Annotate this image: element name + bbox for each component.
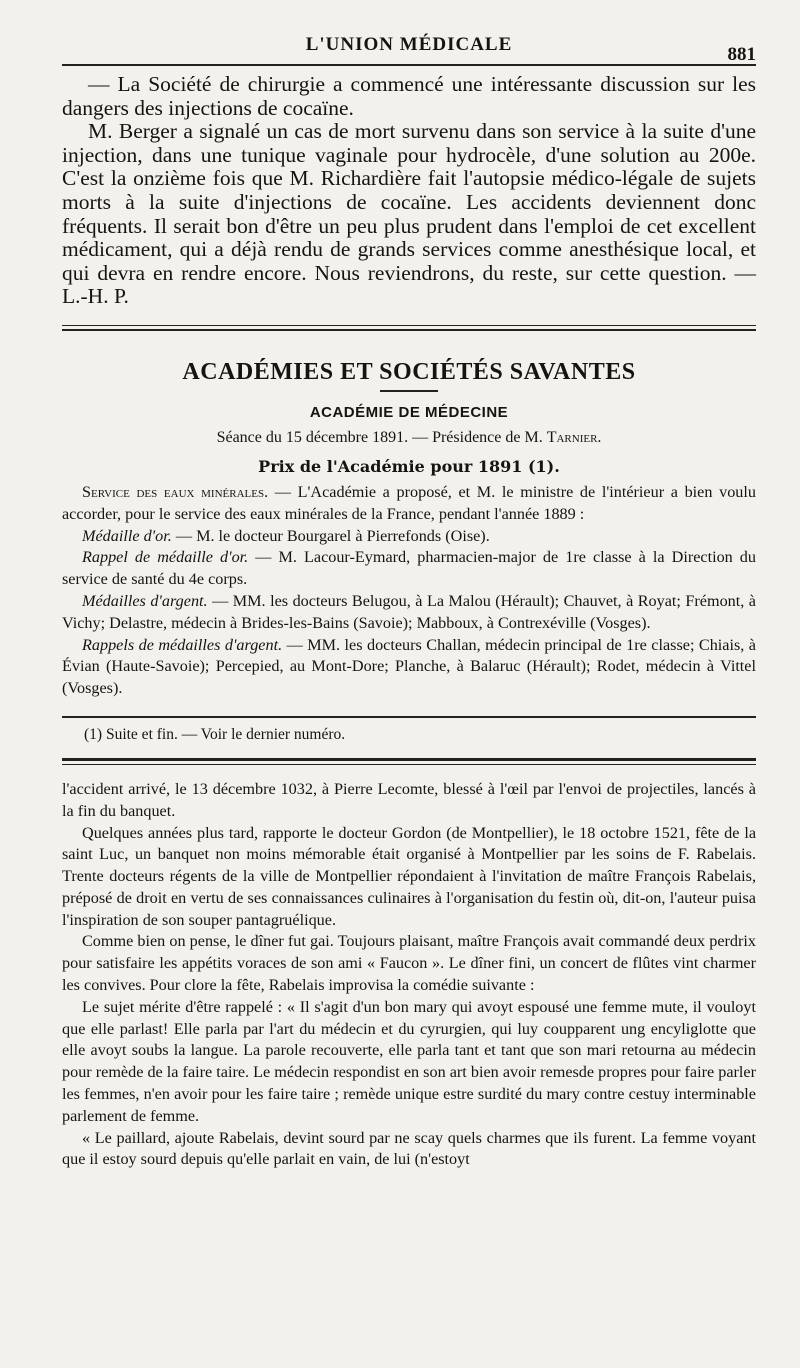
award-paragraph bbox=[62, 591, 756, 635]
award-paragraph bbox=[62, 547, 756, 591]
chronicle-paragraph: M. Berger a signalé un cas de mort survenu dans son service à la suite d'une injection, dans une tunique vaginale pour hydrocèle, d'une solution au 200e. C'est la onzième fois que M. Richardière fait l'autopsie médico-légale de sujets morts à la suite d'injections de cocaïne. Les accidents deviennent donc fréquents. Il serait bon d'être un peu plus prudent dans l'emploi de cet excellent médicament, qui a déjà rendu de grands services comme anesthésique local, et qui devra en rendre encore. Nous reviendrons, du reste, sur cette question. — L.-H. P. bbox=[62, 119, 756, 309]
report-intro bbox=[62, 482, 756, 526]
session-suffix: . bbox=[597, 428, 602, 446]
academy-subtitle: ACADÉMIE DE MÉDECINE bbox=[309, 403, 509, 421]
session-president: Tarnier bbox=[546, 428, 598, 446]
award-label: Médailles d'argent. bbox=[82, 591, 208, 610]
award-text: — MM. les docteurs Challan, médecin principal de 1re classe; Chiais, à Évian (Haute-Savoie); Percepied, au Mont-Dore; Planche, à Balaruc (Hérault); Rodet, médecin à Vittel (Vosges). bbox=[62, 635, 756, 698]
session-prefix: Séance du 15 décembre 1891. — Présidence de M. bbox=[216, 428, 547, 446]
section-title: ACADÉMIES ET SOCIÉTÉS SAVANTES bbox=[182, 358, 636, 385]
report-text bbox=[62, 482, 756, 700]
page-header bbox=[62, 30, 756, 68]
award-text: — M. Lacour-Eymard, pharmacien-major de 1re classe à la Direction du service de santé du 4e corps. bbox=[62, 548, 756, 589]
award-paragraph bbox=[62, 635, 756, 700]
title-underline bbox=[380, 390, 438, 392]
continuation-text bbox=[62, 779, 756, 1171]
prize-title: Prix de l'Académie pour 1891 (1). bbox=[258, 456, 560, 476]
chronicle-text bbox=[62, 73, 756, 309]
award-text: — M. le docteur Bourgarel à Pierrefonds (Oise). bbox=[171, 526, 490, 545]
chronicle-paragraph: — La Société de chirurgie a commencé une intéressante discussion sur les dangers des injections de cocaïne. bbox=[62, 72, 756, 120]
footnote: (1) Suite et fin. — Voir le dernier numéro. bbox=[84, 725, 346, 743]
award-label: Rappel de médaille d'or. bbox=[82, 548, 249, 567]
running-title: L'UNION MÉDICALE bbox=[305, 34, 513, 55]
continuation-paragraph: Comme bien on pense, le dîner fut gai. Toujours plaisant, maître François avait commandé deux perdrix pour satisfaire les appétits voraces de son ami « Faucon ». Le dîner fini, un concert de flûtes vint charmer les convives. Pour clore la fête, Rabelais improvisa la comédie suivante : bbox=[62, 932, 756, 995]
session-line bbox=[62, 429, 756, 447]
award-paragraph bbox=[62, 526, 756, 548]
page-number: 881 bbox=[727, 44, 756, 65]
continuation-paragraph: Le sujet mérite d'être rappelé : « Il s'agit d'un bon mary qui avoyt espousé une femme mute, il vouloyt que elle parlast! Elle parla par l'art du médecin et du cyrurgien, qui luy coupparent ung encyliglotte que elle avoyt soubs la langue. La parole recouverte, elle parla tant et tant que son mari retourna au médecin pour remède de la faire taire. Le médecin respondist en son art bien avoir remesde propres pour faire parler les femmes, n'en avoir pour les faire taire ; remède unique estre surdité du mary contre cestuy interminable parlement de femme. bbox=[62, 997, 756, 1125]
award-label: Rappels de médailles d'argent. bbox=[82, 635, 283, 654]
award-text: — MM. les docteurs Belugou, à La Malou (Hérault); Chauvet, à Royat; Frémont, à Vichy; Delastre, médecin à Brides-les-Bains (Savoie); Mabboux, à Contrexéville (Vosges). bbox=[62, 591, 756, 632]
report-intro-label: Service des eaux minérales. bbox=[82, 482, 269, 501]
continuation-paragraph: Quelques années plus tard, rapporte le docteur Gordon (de Montpellier), le 18 octobre 1521, fête de la saint Luc, un banquet non moins mémorable était organisé à Montpellier par les soins de F. Rabelais. Trente docteurs régents de la ville de Montpellier répondaient à l'invitation de maître François Rabelais, préposé de droit en vertu de ses connaissances culinaires à l'organisation du festin où, dit-on, l'auteur puisa l'inspiration de son souper pantagruélique. bbox=[62, 823, 756, 929]
continuation-paragraph: l'accident arrivé, le 13 décembre 1032, à Pierre Lecomte, blessé à l'œil par l'envoi de projectiles, lancés à la fin du banquet. bbox=[62, 779, 756, 820]
header-rule bbox=[62, 64, 756, 66]
feuilleton-rule-thin bbox=[62, 764, 756, 765]
section-separator bbox=[62, 325, 756, 331]
footnote-rule bbox=[62, 716, 756, 718]
award-label: Médaille d'or. bbox=[82, 526, 172, 545]
continuation-paragraph: « Le paillard, ajoute Rabelais, devint sourd par ne scay quels charmes que ils furent. La femme voyant que il estoy sourd depuis qu'elle parlait en vain, de lui (n'estoyt bbox=[62, 1128, 756, 1169]
feuilleton-rule bbox=[62, 758, 756, 761]
report-intro-text: — L'Académie a proposé, et M. le ministre de l'intérieur a bien voulu accorder, pour le service des eaux minérales de la France, pendant l'année 1889 : bbox=[62, 482, 756, 523]
